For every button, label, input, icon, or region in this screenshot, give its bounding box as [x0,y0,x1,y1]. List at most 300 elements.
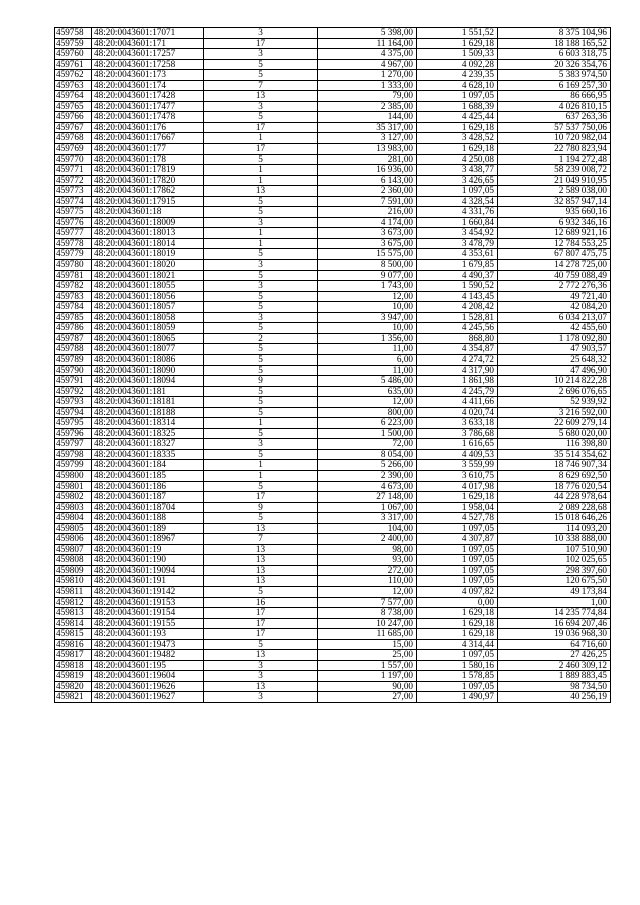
cadastral-value-cell: 1 194 272,48 [498,154,611,165]
area-value-cell: 6,00 [318,354,417,365]
area-value-cell: 12,00 [318,397,417,408]
area-value-cell: 15,00 [318,639,417,650]
cadastral-number-cell: 48:20:0043601:185 [92,470,204,481]
cadastral-number-cell: 48:20:0043601:19155 [92,618,204,629]
area-value-cell: 1 356,00 [318,333,417,344]
category-code-cell: 3 [204,28,318,39]
row-number-cell: 459805 [55,523,92,534]
area-value-cell: 72,00 [318,439,417,450]
cadastral-value-cell: 57 537 750,06 [498,122,611,133]
row-number-cell: 459795 [55,418,92,429]
specific-value-cell: 1 629,18 [417,618,498,629]
row-number-cell: 459759 [55,38,92,49]
row-number-cell: 459801 [55,481,92,492]
cadastral-number-cell: 48:20:0043601:18065 [92,333,204,344]
cadastral-number-cell: 48:20:0043601:177 [92,144,204,155]
area-value-cell: 2 360,00 [318,186,417,197]
cadastral-number-cell: 48:20:0043601:184 [92,460,204,471]
area-value-cell: 3 947,00 [318,312,417,323]
cadastral-number-cell: 48:20:0043601:18009 [92,217,204,228]
cadastral-value-cell: 1 889 883,45 [498,671,611,682]
area-value-cell: 272,00 [318,565,417,576]
cadastral-number-cell: 48:20:0043601:18056 [92,291,204,302]
cadastral-number-cell: 48:20:0043601:174 [92,80,204,91]
cadastral-value-cell: 2 460 309,12 [498,660,611,671]
cadastral-value-cell: 58 239 008,72 [498,165,611,176]
cadastral-number-cell: 48:20:0043601:18327 [92,439,204,450]
cadastral-number-cell: 48:20:0043601:17428 [92,91,204,102]
area-value-cell: 1 743,00 [318,281,417,292]
cadastral-value-cell: 49 721,40 [498,291,611,302]
area-value-cell: 10 247,00 [318,618,417,629]
area-value-cell: 11,00 [318,365,417,376]
category-code-cell: 5 [204,249,318,260]
cadastral-number-cell: 48:20:0043601:17915 [92,196,204,207]
cadastral-value-cell: 18 746 907,34 [498,460,611,471]
cadastral-value-cell: 47 903,57 [498,344,611,355]
row-number-cell: 459780 [55,260,92,271]
cadastral-value-cell: 32 857 947,14 [498,196,611,207]
specific-value-cell: 4 409,53 [417,449,498,460]
category-code-cell: 5 [204,302,318,313]
table-row [55,608,611,619]
cadastral-value-cell: 12 689 921,16 [498,228,611,239]
area-value-cell: 7 591,00 [318,196,417,207]
cadastral-value-cell: 10 720 982,04 [498,133,611,144]
specific-value-cell: 4 527,78 [417,513,498,524]
cadastral-number-cell: 48:20:0043601:17478 [92,112,204,123]
category-code-cell: 5 [204,428,318,439]
cadastral-number-cell: 48:20:0043601:18 [92,207,204,218]
area-value-cell: 4 375,00 [318,49,417,60]
specific-value-cell: 4 314,44 [417,639,498,650]
row-number-cell: 459773 [55,186,92,197]
cadastral-number-cell: 48:20:0043601:18013 [92,228,204,239]
table-row [55,175,611,186]
row-number-cell: 459767 [55,122,92,133]
area-value-cell: 93,00 [318,555,417,566]
row-number-cell: 459799 [55,460,92,471]
row-number-cell: 459758 [55,28,92,39]
row-number-cell: 459786 [55,323,92,334]
cadastral-value-cell: 8 375 104,96 [498,28,611,39]
area-value-cell: 104,00 [318,523,417,534]
table-row [55,376,611,387]
table-row [55,544,611,555]
category-code-cell: 5 [204,397,318,408]
cadastral-number-cell: 48:20:0043601:18020 [92,260,204,271]
row-number-cell: 459785 [55,312,92,323]
specific-value-cell: 0,00 [417,597,498,608]
category-code-cell: 17 [204,38,318,49]
category-code-cell: 5 [204,270,318,281]
row-number-cell: 459804 [55,513,92,524]
table-row [55,207,611,218]
area-value-cell: 25,00 [318,650,417,661]
specific-value-cell: 4 331,76 [417,207,498,218]
cadastral-value-cell: 6 603 318,75 [498,49,611,60]
cadastral-number-cell: 48:20:0043601:17820 [92,175,204,186]
area-value-cell: 635,00 [318,386,417,397]
row-number-cell: 459762 [55,70,92,81]
area-value-cell: 11 164,00 [318,38,417,49]
area-value-cell: 8 054,00 [318,449,417,460]
specific-value-cell: 1 590,52 [417,281,498,292]
area-value-cell: 10,00 [318,323,417,334]
area-value-cell: 3 675,00 [318,238,417,249]
row-number-cell: 459764 [55,91,92,102]
cadastral-value-cell: 86 666,95 [498,91,611,102]
table-row [55,449,611,460]
category-code-cell: 9 [204,376,318,387]
table-row [55,291,611,302]
category-code-cell: 1 [204,133,318,144]
category-code-cell: 3 [204,312,318,323]
cadastral-number-cell: 48:20:0043601:18057 [92,302,204,313]
specific-value-cell: 1 551,52 [417,28,498,39]
cadastral-number-cell: 48:20:0043601:19482 [92,650,204,661]
area-value-cell: 1 500,00 [318,428,417,439]
specific-value-cell: 1 097,05 [417,555,498,566]
cadastral-value-cell: 40 256,19 [498,692,611,703]
row-number-cell: 459761 [55,59,92,70]
row-number-cell: 459802 [55,492,92,503]
area-value-cell: 12,00 [318,291,417,302]
cadastral-number-cell: 48:20:0043601:17667 [92,133,204,144]
cadastral-value-cell: 35 514 354,62 [498,449,611,460]
row-number-cell: 459779 [55,249,92,260]
row-number-cell: 459793 [55,397,92,408]
specific-value-cell: 1 629,18 [417,492,498,503]
cadastral-value-cell: 4 026 810,15 [498,101,611,112]
specific-value-cell: 4 245,56 [417,323,498,334]
category-code-cell: 5 [204,196,318,207]
category-code-cell: 7 [204,80,318,91]
category-code-cell: 13 [204,544,318,555]
specific-value-cell: 1 688,39 [417,101,498,112]
area-value-cell: 10,00 [318,302,417,313]
category-code-cell: 1 [204,418,318,429]
category-code-cell: 17 [204,618,318,629]
category-code-cell: 5 [204,513,318,524]
cadastral-number-cell: 48:20:0043601:18014 [92,238,204,249]
row-number-cell: 459768 [55,133,92,144]
table-row [55,70,611,81]
category-code-cell: 1 [204,228,318,239]
category-code-cell: 17 [204,144,318,155]
row-number-cell: 459781 [55,270,92,281]
cadastral-number-cell: 48:20:0043601:18094 [92,376,204,387]
specific-value-cell: 4 092,28 [417,59,498,70]
row-number-cell: 459763 [55,80,92,91]
cadastral-number-cell: 48:20:0043601:171 [92,38,204,49]
area-value-cell: 27,00 [318,692,417,703]
cadastral-value-cell: 5 680 020,00 [498,428,611,439]
cadastral-number-cell: 48:20:0043601:17071 [92,28,204,39]
table-row [55,618,611,629]
row-number-cell: 459791 [55,376,92,387]
specific-value-cell: 4 353,61 [417,249,498,260]
category-code-cell: 5 [204,481,318,492]
row-number-cell: 459787 [55,333,92,344]
row-number-cell: 459810 [55,576,92,587]
table-row [55,312,611,323]
cadastral-number-cell: 48:20:0043601:19154 [92,608,204,619]
category-code-cell: 5 [204,59,318,70]
specific-value-cell: 4 628,10 [417,80,498,91]
cadastral-value-cell: 21 049 910,95 [498,175,611,186]
cadastral-value-cell: 18 776 020,54 [498,481,611,492]
category-code-cell: 17 [204,608,318,619]
specific-value-cell: 1 097,05 [417,186,498,197]
specific-value-cell: 3 426,65 [417,175,498,186]
row-number-cell: 459820 [55,681,92,692]
category-code-cell: 13 [204,186,318,197]
specific-value-cell: 1 629,18 [417,608,498,619]
category-code-cell: 13 [204,576,318,587]
table-row [55,660,611,671]
category-code-cell: 2 [204,333,318,344]
table-row [55,692,611,703]
cadastral-number-cell: 48:20:0043601:193 [92,629,204,640]
table-row [55,238,611,249]
cadastral-number-cell: 48:20:0043601:19 [92,544,204,555]
cadastral-value-cell: 120 675,50 [498,576,611,587]
area-value-cell: 90,00 [318,681,417,692]
cadastral-value-cell: 1 178 092,80 [498,333,611,344]
area-value-cell: 16 936,00 [318,165,417,176]
specific-value-cell: 4 354,87 [417,344,498,355]
cadastral-number-cell: 48:20:0043601:18059 [92,323,204,334]
specific-value-cell: 3 610,75 [417,470,498,481]
cadastral-value-cell: 637 263,36 [498,112,611,123]
area-value-cell: 12,00 [318,586,417,597]
category-code-cell: 3 [204,692,318,703]
area-value-cell: 15 575,00 [318,249,417,260]
specific-value-cell: 4 245,79 [417,386,498,397]
category-code-cell: 1 [204,165,318,176]
area-value-cell: 27 148,00 [318,492,417,503]
cadastral-value-cell: 10 214 822,28 [498,376,611,387]
cadastral-value-cell: 5 383 974,50 [498,70,611,81]
table-row [55,671,611,682]
cadastral-number-cell: 48:20:0043601:186 [92,481,204,492]
area-value-cell: 216,00 [318,207,417,218]
row-number-cell: 459778 [55,238,92,249]
table-row [55,217,611,228]
category-code-cell: 3 [204,660,318,671]
cadastral-value-cell: 116 398,80 [498,439,611,450]
cadastral-value-cell: 64 716,60 [498,639,611,650]
specific-value-cell: 1 490,97 [417,692,498,703]
table-row [55,196,611,207]
row-number-cell: 459811 [55,586,92,597]
cadastral-value-cell: 10 338 888,00 [498,534,611,545]
specific-value-cell: 1 097,05 [417,544,498,555]
category-code-cell: 5 [204,70,318,81]
area-value-cell: 4 967,00 [318,59,417,70]
cadastral-number-cell: 48:20:0043601:18314 [92,418,204,429]
cadastral-number-cell: 48:20:0043601:18019 [92,249,204,260]
table-row [55,186,611,197]
category-code-cell: 13 [204,523,318,534]
category-code-cell: 9 [204,502,318,513]
category-code-cell: 3 [204,671,318,682]
specific-value-cell: 3 454,92 [417,228,498,239]
area-value-cell: 8 500,00 [318,260,417,271]
row-number-cell: 459797 [55,439,92,450]
cadastral-value-cell: 12 784 553,25 [498,238,611,249]
category-code-cell: 13 [204,565,318,576]
category-code-cell: 13 [204,91,318,102]
cadastral-number-cell: 48:20:0043601:19626 [92,681,204,692]
cadastral-value-cell: 14 278 725,00 [498,260,611,271]
row-number-cell: 459769 [55,144,92,155]
row-number-cell: 459784 [55,302,92,313]
category-code-cell: 3 [204,439,318,450]
area-value-cell: 6 143,00 [318,175,417,186]
category-code-cell: 5 [204,586,318,597]
specific-value-cell: 4 274,72 [417,354,498,365]
cadastral-number-cell: 48:20:0043601:17819 [92,165,204,176]
area-value-cell: 4 174,00 [318,217,417,228]
cadastral-number-cell: 48:20:0043601:19473 [92,639,204,650]
cadastral-value-cell: 1,00 [498,597,611,608]
specific-value-cell: 1 629,18 [417,122,498,133]
specific-value-cell: 1 097,05 [417,523,498,534]
category-code-cell: 1 [204,460,318,471]
table-row [55,555,611,566]
category-code-cell: 3 [204,49,318,60]
category-code-cell: 17 [204,122,318,133]
cadastral-value-cell: 2 589 038,00 [498,186,611,197]
table-row [55,407,611,418]
cadastral-value-cell: 8 629 692,50 [498,470,611,481]
cadastral-number-cell: 48:20:0043601:18181 [92,397,204,408]
cadastral-value-cell: 98 734,50 [498,681,611,692]
cadastral-value-cell: 18 188 165,52 [498,38,611,49]
category-code-cell: 1 [204,470,318,481]
cadastral-number-cell: 48:20:0043601:178 [92,154,204,165]
cadastral-value-cell: 2 696 076,65 [498,386,611,397]
row-number-cell: 459772 [55,175,92,186]
table-row [55,460,611,471]
category-code-cell: 3 [204,260,318,271]
row-number-cell: 459819 [55,671,92,682]
specific-value-cell: 3 786,68 [417,428,498,439]
specific-value-cell: 1 861,98 [417,376,498,387]
table-row [55,354,611,365]
category-code-cell: 5 [204,365,318,376]
cadastral-value-cell: 42 455,60 [498,323,611,334]
row-number-cell: 459809 [55,565,92,576]
table-row [55,513,611,524]
area-value-cell: 1 197,00 [318,671,417,682]
specific-value-cell: 1 679,85 [417,260,498,271]
specific-value-cell: 3 633,18 [417,418,498,429]
table-row [55,534,611,545]
row-number-cell: 459777 [55,228,92,239]
specific-value-cell: 4 490,37 [417,270,498,281]
specific-value-cell: 1 629,18 [417,144,498,155]
table-row [55,439,611,450]
table-row [55,144,611,155]
table-row [55,165,611,176]
row-number-cell: 459813 [55,608,92,619]
category-code-cell: 3 [204,101,318,112]
area-value-cell: 6 223,00 [318,418,417,429]
row-number-cell: 459807 [55,544,92,555]
category-code-cell: 7 [204,534,318,545]
table-row [55,249,611,260]
cadastral-value-cell: 44 228 978,64 [498,492,611,503]
specific-value-cell: 4 317,90 [417,365,498,376]
cadastral-number-cell: 48:20:0043601:18090 [92,365,204,376]
cadastral-value-cell: 6 932 346,16 [498,217,611,228]
cadastral-number-cell: 48:20:0043601:17862 [92,186,204,197]
table-row [55,59,611,70]
table-row [55,228,611,239]
cadastral-value-cell: 15 018 646,26 [498,513,611,524]
cadastral-number-cell: 48:20:0043601:19142 [92,586,204,597]
table-row [55,481,611,492]
area-value-cell: 144,00 [318,112,417,123]
specific-value-cell: 4 143,45 [417,291,498,302]
category-code-cell: 3 [204,217,318,228]
cadastral-value-cell: 40 759 088,49 [498,270,611,281]
cadastral-value-cell: 6 169 257,30 [498,80,611,91]
area-value-cell: 2 390,00 [318,470,417,481]
category-code-cell: 13 [204,650,318,661]
area-value-cell: 35 317,00 [318,122,417,133]
cadastral-number-cell: 48:20:0043601:18188 [92,407,204,418]
specific-value-cell: 1 580,16 [417,660,498,671]
table-row [55,122,611,133]
cadastral-number-cell: 48:20:0043601:19604 [92,671,204,682]
cadastral-number-cell: 48:20:0043601:18021 [92,270,204,281]
table-row [55,112,611,123]
table-row [55,38,611,49]
specific-value-cell: 4 020,74 [417,407,498,418]
cadastral-number-cell: 48:20:0043601:18086 [92,354,204,365]
category-code-cell: 13 [204,555,318,566]
table-row [55,586,611,597]
cadastral-number-cell: 48:20:0043601:191 [92,576,204,587]
cadastral-value-table [54,27,611,703]
area-value-cell: 3 673,00 [318,228,417,239]
specific-value-cell: 1 629,18 [417,629,498,640]
area-value-cell: 5 398,00 [318,28,417,39]
table-row [55,323,611,334]
cadastral-number-cell: 48:20:0043601:190 [92,555,204,566]
cadastral-value-cell: 3 216 592,00 [498,407,611,418]
specific-value-cell: 4 250,08 [417,154,498,165]
area-value-cell: 1 557,00 [318,660,417,671]
table-row [55,386,611,397]
specific-value-cell: 1 629,18 [417,38,498,49]
cadastral-number-cell: 48:20:0043601:181 [92,386,204,397]
cadastral-value-cell: 67 807 475,75 [498,249,611,260]
row-number-cell: 459766 [55,112,92,123]
cadastral-number-cell: 48:20:0043601:18704 [92,502,204,513]
category-code-cell: 17 [204,629,318,640]
cadastral-number-cell: 48:20:0043601:19153 [92,597,204,608]
table-row [55,101,611,112]
table-row [55,333,611,344]
table-row [55,344,611,355]
cadastral-value-cell: 16 694 207,46 [498,618,611,629]
cadastral-value-cell: 42 084,20 [498,302,611,313]
